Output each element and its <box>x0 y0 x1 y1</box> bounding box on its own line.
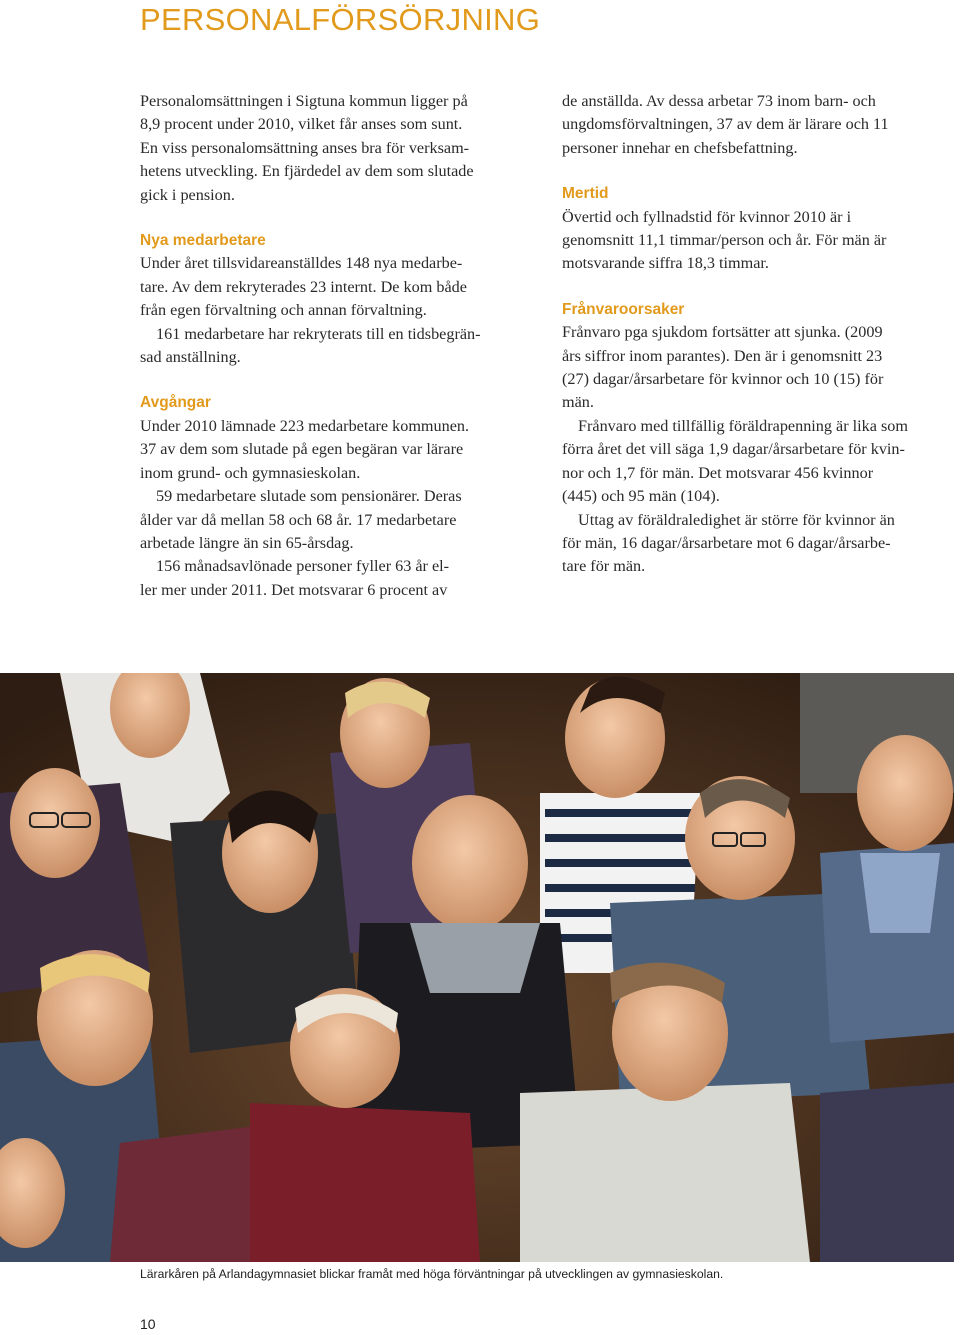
absence-paragraph-2: Frånvaro med tillfällig föräldrapenning är lika som förra året det vill säga 1,9 dagar/årsarbetare för kvin- nor och 1,7 för män. Det motsvarar 456 kvinnor (445) och 95 män (104). <box>562 416 908 506</box>
new-staff-paragraph-2: 161 medarbetare har rekryterats till en tidsbegrän- sad anställning. <box>140 324 481 367</box>
overtime-paragraph: Övertid och fyllnadstid för kvinnor 2010 är i genomsnitt 11,1 timmar/person och år. För män är motsvarande siffra 18,3 timmar. <box>562 207 887 273</box>
page-title: PERSONALFÖRSÖRJNING <box>140 2 541 37</box>
absence-paragraph-3: Uttag av föräldraledighet är större för kvinnor än för män, 16 dagar/årsarbetare mot 6 dagar/årsarbe- tare för män. <box>562 510 895 576</box>
group-photo <box>0 673 954 1262</box>
departures-paragraph-1: Under 2010 lämnade 223 medarbetare kommunen. 37 av dem som slutade på egen begäran var lärare inom grund- och gymnasieskolan. <box>140 416 470 482</box>
departures-paragraph-3: 156 månadsavlönade personer fyller 63 år el- ler mer under 2011. Det motsvarar 6 procent av <box>140 557 450 599</box>
departures-paragraph-2: 59 medarbetare slutade som pensionärer. Deras ålder var då mellan 58 och 68 år. 17 medarbetare arbetade längre än sin 65-årsdag. <box>140 487 462 552</box>
absence-paragraph-1: Frånvaro pga sjukdom fortsätter att sjunka. (2009 års siffror inom parantes). Den är i genomsnitt 23 (27) dagar/årsarbetare för kvinnor och 10 (15) för män. <box>562 323 884 412</box>
right-column <box>562 90 954 579</box>
continuation-paragraph: de anställda. Av dessa arbetar 73 inom barn- och ungdomsförvaltningen, 37 av dem är lärare och 11 personer innehar en chefsbefattning. <box>562 92 889 157</box>
group-photo-illustration <box>0 673 954 1262</box>
new-staff-heading: Nya medarbetare <box>140 232 266 250</box>
intro-paragraph: Personalomsättningen i Sigtuna kommun ligger på 8,9 procent under 2010, vilket får anses som sunt. En viss personalomsättning anses bra för verksam- hetens utveckling. En fjärdedel av dem som slutade gick i pension. <box>140 92 474 204</box>
departures-heading: Avgångar <box>140 394 211 412</box>
page-number: 10 <box>140 1316 156 1332</box>
left-column <box>140 90 512 602</box>
photo-caption: Lärarkåren på Arlandagymnasiet blickar framåt med höga förväntningar på utvecklingen av gymnasieskolan. <box>140 1267 724 1281</box>
new-staff-paragraph-1: Under året tillsvidareanställdes 148 nya medarbe- tare. Av dem rekryterades 23 internt. De kom både från egen förvaltning och annan förvaltning. <box>140 254 467 320</box>
absence-heading: Frånvaroorsaker <box>562 300 685 318</box>
overtime-heading: Mertid <box>562 185 609 203</box>
